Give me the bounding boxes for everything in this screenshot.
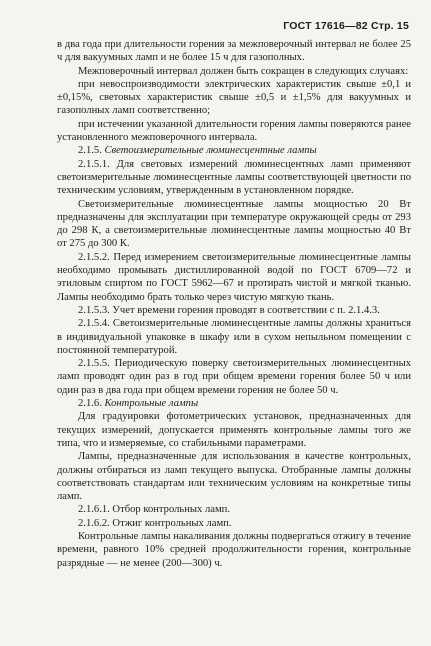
paragraph xyxy=(57,317,411,357)
paragraph-text: 2.1.5.2. Перед измерением светоизмерительные люминесцентные лампы необходимо промывать дистиллированной водой по ГОСТ 6709—72 и этиловым спиртом по ГОСТ 5962—67 и протирать чистой и мягкой тканью. Лампы необходимо брать только через чистую мягкую ткань. xyxy=(57,251,411,303)
section-number: 2.1.6. xyxy=(78,398,105,410)
paragraph-text: 2.1.6.1. Отбор контрольных ламп. xyxy=(78,504,230,516)
paragraph-text: 2.1.6.2. Отжиг контрольных ламп. xyxy=(78,517,232,529)
paragraph xyxy=(57,397,411,410)
paragraph xyxy=(57,251,411,304)
paragraph-text: 2.1.5.1. Для световых измерений люминесцентных ламп применяют светоизмерительные люминесцентные лампы соответствующей цветности по техническим условиям, утвержденным в установленном порядке. xyxy=(57,158,411,197)
section-heading: Контрольные лампы xyxy=(104,398,199,410)
document-body xyxy=(57,38,411,570)
paragraph-text: Контрольные лампы накаливания должны подвергаться отжигу в течение времени, равного 10% средней продолжительности горения, контрольные разрядные — не менее (200—300) ч. xyxy=(57,530,411,569)
section-number: 2.1.5. xyxy=(78,145,105,157)
section-heading: Светоизмерительные люминесцентные лампы xyxy=(104,145,317,157)
paragraph xyxy=(57,517,411,530)
paragraph xyxy=(57,144,411,157)
paragraph xyxy=(57,38,411,65)
paragraph xyxy=(57,158,411,198)
paragraph-text: Светоизмерительные люминесцентные лампы мощностью 20 Вт предназначены для эксплуатации при температуре окружающей среды от 293 до 298 К, а светоизмерительные люминесцентные лампы мощностью 40 Вт от 275 до 300 К. xyxy=(57,198,411,250)
paragraph xyxy=(57,503,411,516)
paragraph-text: в два года при длительности горения за межповерочный интервал не более 25 ч для вакуумных ламп и не более 15 ч для газополных. xyxy=(57,39,411,64)
paragraph-text: Лампы, предназначенные для использования в качестве контрольных, должны отбираться из ламп текущего выпуска. Отобранные лампы должны соответствовать стандартам или техническим условиям на конкретные типы ламп. xyxy=(57,451,411,503)
paragraph xyxy=(57,530,411,570)
paragraph xyxy=(57,118,411,145)
paragraph xyxy=(57,304,411,317)
page-header: ГОСТ 17616—82 Стр. 15 xyxy=(283,20,409,32)
paragraph xyxy=(57,78,411,118)
paragraph-text: 2.1.5.4. Светоизмерительные люминесцентные лампы должны храниться в индивидуальной упаковке в шкафу или в сухом непыльном помещении с постоянной температурой. xyxy=(57,318,411,356)
paragraph-text: Для градуировки фотометрических установок, предназначенных для текущих измерений, допускается применять контрольные лампы того же типа, что и измеряемые, со стабильными параметрами. xyxy=(57,411,411,449)
paragraph-text: Межповерочный интервал должен быть сокращен в следующих случаях: xyxy=(78,65,409,77)
paragraph-text: при истечении указанной длительности горения лампы поверяются ранее установленного межповерочного интервала. xyxy=(57,118,411,144)
paragraph xyxy=(57,65,411,78)
paragraph xyxy=(57,357,411,397)
paragraph xyxy=(57,410,411,450)
paragraph-text: 2.1.5.3. Учет времени горения проводят в соответствии с п. 2.1.4.3. xyxy=(78,304,380,316)
paragraph-text: 2.1.5.5. Периодическую поверку светоизмерительных люминесцентных ламп проводят один раз в год при общем времени горения более 50 ч или один раз в два года при общем времени горения не более 50 ч. xyxy=(57,358,411,396)
paragraph xyxy=(57,198,411,251)
paragraph-text: при невоспроизводимости электрических характеристик свыше ±0,1 и ±0,15%, световых характеристик свыше ±0,5 и ±1,5% для вакуумных и газополных ламп соответственно; xyxy=(57,78,411,117)
paragraph xyxy=(57,450,411,503)
